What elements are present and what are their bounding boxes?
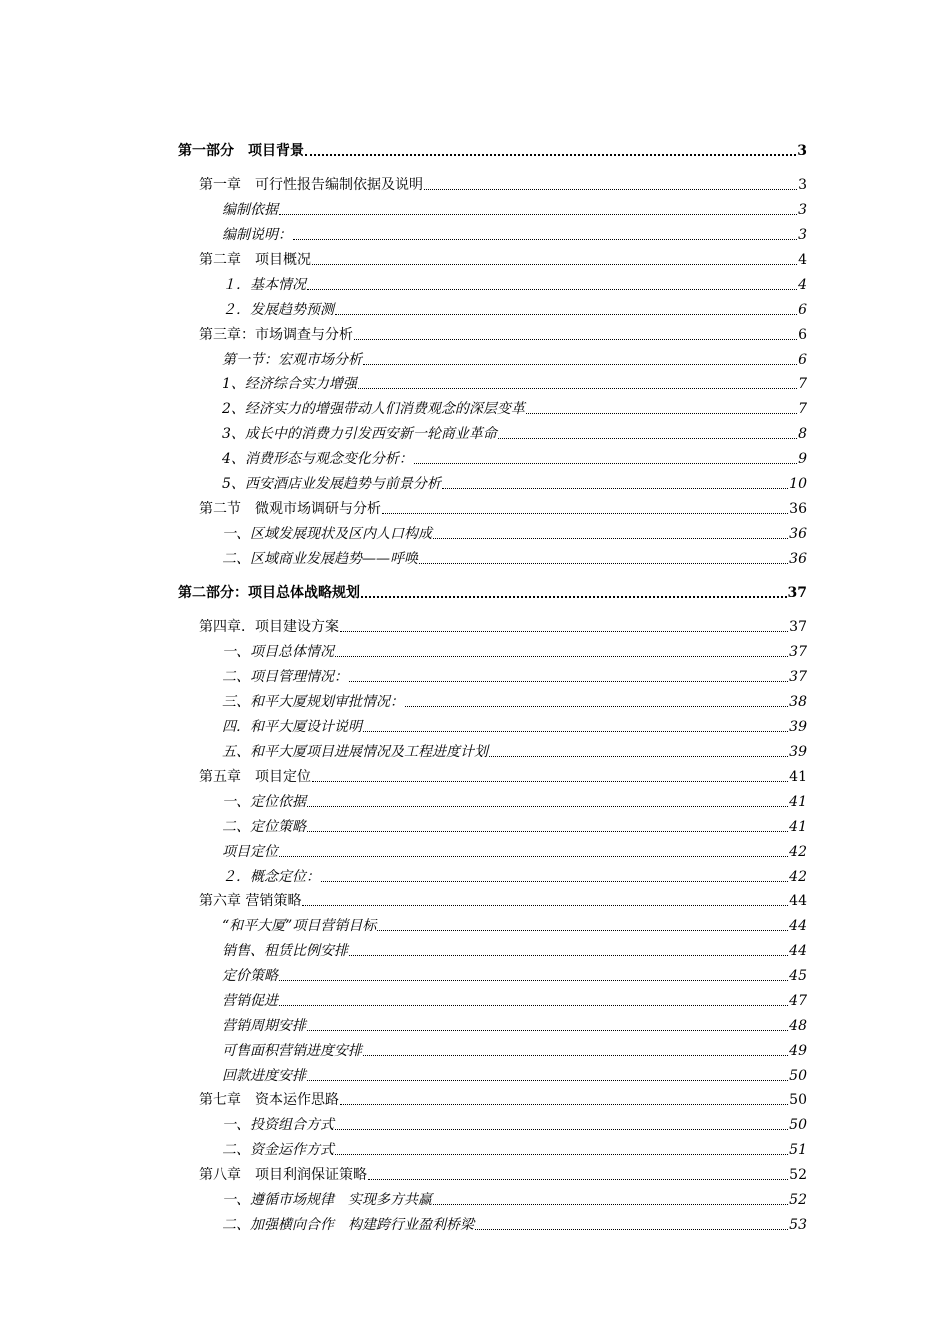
toc-entry[interactable] bbox=[222, 814, 807, 836]
toc-entry[interactable] bbox=[222, 1038, 807, 1060]
toc-entry-page: 49 bbox=[789, 1043, 807, 1059]
toc-entry-title: ２．概念定位： bbox=[222, 869, 320, 885]
toc-entry-page: 42 bbox=[789, 844, 807, 860]
toc-entry[interactable] bbox=[222, 1063, 807, 1085]
toc-entry-page: 36 bbox=[789, 526, 807, 542]
toc-entry-title: 二、资金运作方式 bbox=[222, 1142, 334, 1158]
toc-dot-leader bbox=[335, 1129, 788, 1130]
toc-entry-title: 二、加强横向合作 构建跨行业盈利桥梁 bbox=[222, 1217, 474, 1233]
toc-entry-title: ２．发展趋势预测 bbox=[222, 302, 334, 318]
toc-entry-title: 二、定位策略 bbox=[222, 819, 306, 835]
toc-entry-page: 44 bbox=[789, 893, 807, 909]
toc-entry[interactable] bbox=[222, 546, 807, 568]
toc-entry[interactable] bbox=[222, 471, 807, 493]
toc-entry-title: 五、和平大厦项目进展情况及工程进度计划 bbox=[222, 744, 488, 760]
toc-dot-leader bbox=[419, 563, 788, 564]
toc-entry-page: 37 bbox=[789, 669, 807, 685]
toc-entry-page: 41 bbox=[789, 794, 807, 810]
toc-entry[interactable] bbox=[222, 664, 807, 686]
toc-entry-page: 7 bbox=[798, 376, 807, 392]
toc-entry-page: 7 bbox=[798, 401, 807, 417]
toc-entry-page: 4 bbox=[798, 252, 807, 268]
toc-entry-page: 42 bbox=[789, 869, 807, 885]
toc-entry[interactable] bbox=[178, 580, 807, 602]
toc-entry-title: 可售面积营销进度安排 bbox=[222, 1043, 362, 1059]
toc-entry-page: 37 bbox=[789, 644, 807, 660]
toc-entry-title: “和平大厦”项目营销目标 bbox=[222, 918, 377, 934]
toc-entry-page: 52 bbox=[789, 1192, 807, 1208]
toc-dot-leader bbox=[321, 881, 788, 882]
toc-entry[interactable] bbox=[222, 347, 807, 369]
toc-entry-title: 编制依据 bbox=[222, 202, 278, 218]
toc-dot-leader bbox=[335, 1154, 788, 1155]
toc-entry-page: 53 bbox=[789, 1217, 807, 1233]
toc-dot-leader bbox=[335, 656, 788, 657]
toc-dot-leader bbox=[424, 189, 797, 190]
toc-dot-leader bbox=[363, 364, 797, 365]
toc-entry-title: 第一部分 项目背景 bbox=[178, 143, 304, 159]
toc-dot-leader bbox=[498, 438, 797, 439]
toc-entry[interactable] bbox=[222, 521, 807, 543]
toc-entry-title: 第五章 项目定位 bbox=[199, 769, 311, 785]
toc-entry[interactable] bbox=[222, 396, 807, 418]
toc-entry-page: 38 bbox=[789, 694, 807, 710]
toc-dot-leader bbox=[279, 980, 788, 981]
toc-entry[interactable] bbox=[199, 496, 807, 518]
toc-entry[interactable] bbox=[222, 1013, 807, 1035]
toc-entry[interactable] bbox=[222, 739, 807, 761]
toc-entry[interactable] bbox=[222, 222, 807, 244]
toc-dot-leader bbox=[475, 1229, 788, 1230]
toc-dot-leader bbox=[340, 631, 788, 632]
toc-entry[interactable] bbox=[199, 1162, 807, 1184]
toc-dot-leader bbox=[307, 1080, 788, 1081]
toc-entry-title: 销售、租赁比例安排 bbox=[222, 943, 348, 959]
toc-entry-title: 第一章 可行性报告编制依据及说明 bbox=[199, 177, 423, 193]
toc-entry-title: 第七章 资本运作思路 bbox=[199, 1092, 339, 1108]
toc-entry[interactable] bbox=[222, 938, 807, 960]
toc-dot-leader bbox=[405, 706, 788, 707]
toc-entry-title: 营销促进 bbox=[222, 993, 278, 1009]
toc-entry-title: 一、项目总体情况 bbox=[222, 644, 334, 660]
toc-dot-leader bbox=[307, 289, 797, 290]
toc-dot-leader bbox=[433, 1204, 788, 1205]
toc-entry[interactable] bbox=[222, 1212, 807, 1234]
toc-dot-leader bbox=[302, 905, 788, 906]
toc-entry-page: 37 bbox=[789, 619, 807, 635]
toc-entry[interactable] bbox=[199, 888, 807, 910]
toc-entry-title: 一、遵循市场规律 实现多方共赢 bbox=[222, 1192, 432, 1208]
toc-entry[interactable] bbox=[199, 322, 807, 344]
toc-entry-page: 44 bbox=[789, 943, 807, 959]
toc-entry[interactable] bbox=[222, 446, 807, 468]
toc-entry-page: 48 bbox=[789, 1018, 807, 1034]
toc-entry[interactable] bbox=[199, 764, 807, 786]
toc-entry-title: 四．和平大厦设计说明 bbox=[222, 719, 362, 735]
toc-dot-leader bbox=[307, 806, 788, 807]
toc-dot-leader bbox=[340, 1104, 788, 1105]
toc-entry-page: 36 bbox=[789, 501, 807, 517]
toc-dot-leader bbox=[307, 831, 788, 832]
toc-entry-title: 2、经济实力的增强带动人们消费观念的深层变革 bbox=[222, 401, 525, 417]
toc-entry[interactable] bbox=[222, 297, 807, 319]
toc-entry-title: 一、定位依据 bbox=[222, 794, 306, 810]
toc-entry-title: 营销周期安排 bbox=[222, 1018, 306, 1034]
toc-entry-page: 39 bbox=[789, 744, 807, 760]
toc-entry-page: 41 bbox=[789, 819, 807, 835]
toc-entry-title: １．基本情况 bbox=[222, 277, 306, 293]
toc-entry-page: 3 bbox=[798, 227, 807, 243]
toc-dot-leader bbox=[363, 731, 788, 732]
toc-entry-title: 定价策略 bbox=[222, 968, 278, 984]
toc-entry-page: 44 bbox=[789, 918, 807, 934]
toc-entry-page: 3 bbox=[797, 143, 807, 159]
toc-entry-title: 1、经济综合实力增强 bbox=[222, 376, 357, 392]
toc-entry[interactable] bbox=[222, 864, 807, 886]
toc-dot-leader bbox=[335, 314, 797, 315]
toc-dot-leader bbox=[305, 154, 796, 156]
toc-entry[interactable] bbox=[222, 1137, 807, 1159]
toc-dot-leader bbox=[433, 538, 788, 539]
toc-entry[interactable] bbox=[222, 272, 807, 294]
toc-entry-page: 10 bbox=[789, 476, 807, 492]
toc-entry-title: 5、西安酒店业发展趋势与前景分析 bbox=[222, 476, 441, 492]
toc-entry-page: 37 bbox=[787, 585, 807, 601]
toc-entry-page: 4 bbox=[798, 277, 807, 293]
toc-entry-page: 8 bbox=[798, 426, 807, 442]
toc-entry-page: 41 bbox=[789, 769, 807, 785]
toc-dot-leader bbox=[526, 413, 797, 414]
toc-entry-page: 3 bbox=[798, 177, 807, 193]
toc-entry[interactable] bbox=[222, 421, 807, 443]
toc-entry[interactable] bbox=[222, 371, 807, 393]
toc-dot-leader bbox=[307, 1030, 788, 1031]
toc-entry[interactable] bbox=[222, 639, 807, 661]
toc-entry[interactable] bbox=[222, 714, 807, 736]
toc-entry-page: 50 bbox=[789, 1068, 807, 1084]
toc-entry-page: 51 bbox=[789, 1142, 807, 1158]
toc-entry-title: 第四章．项目建设方案 bbox=[199, 619, 339, 635]
toc-entry-page: 6 bbox=[798, 302, 807, 318]
toc-dot-leader bbox=[279, 1005, 788, 1006]
toc-entry-page: 50 bbox=[789, 1117, 807, 1133]
toc-entry-title: 编制说明： bbox=[222, 227, 292, 243]
toc-dot-leader bbox=[312, 781, 788, 782]
toc-dot-leader bbox=[349, 955, 788, 956]
toc-entry[interactable] bbox=[222, 988, 807, 1010]
toc-dot-leader bbox=[279, 214, 797, 215]
toc-entry-title: 三、和平大厦规划审批情况： bbox=[222, 694, 404, 710]
toc-entry[interactable] bbox=[199, 247, 807, 269]
toc-entry-title: 二、区域商业发展趋势——呼唤 bbox=[222, 551, 418, 567]
toc-dot-leader bbox=[354, 339, 797, 340]
toc-entry-title: 第一节：宏观市场分析 bbox=[222, 352, 362, 368]
toc-dot-leader bbox=[382, 513, 788, 514]
toc-entry-page: 6 bbox=[798, 352, 807, 368]
toc-entry-page: 9 bbox=[798, 451, 807, 467]
toc-entry-title: 第二章 项目概况 bbox=[199, 252, 311, 268]
toc-entry[interactable] bbox=[199, 614, 807, 636]
toc-entry[interactable] bbox=[178, 138, 807, 160]
toc-entry[interactable] bbox=[222, 1187, 807, 1209]
toc-entry-title: 第三章：市场调查与分析 bbox=[199, 327, 353, 343]
toc-entry[interactable] bbox=[222, 1112, 807, 1134]
toc-entry-title: 项目定位 bbox=[222, 844, 278, 860]
toc-entry[interactable] bbox=[222, 963, 807, 985]
toc-entry-page: 39 bbox=[789, 719, 807, 735]
toc-entry[interactable] bbox=[222, 913, 807, 935]
toc-dot-leader bbox=[414, 463, 797, 464]
toc-entry-page: 6 bbox=[798, 327, 807, 343]
toc-dot-leader bbox=[363, 1055, 788, 1056]
toc-dot-leader bbox=[349, 681, 788, 682]
toc-entry-page: 3 bbox=[798, 202, 807, 218]
toc-entry[interactable] bbox=[199, 172, 807, 194]
toc-entry-page: 52 bbox=[789, 1167, 807, 1183]
toc-dot-leader bbox=[312, 264, 797, 265]
toc-entry-title: 4、消费形态与观念变化分析： bbox=[222, 451, 413, 467]
toc-entry-page: 36 bbox=[789, 551, 807, 567]
toc-dot-leader bbox=[368, 1179, 788, 1180]
toc-entry-title: 一、投资组合方式 bbox=[222, 1117, 334, 1133]
toc-entry[interactable] bbox=[222, 197, 807, 219]
toc-entry-title: 一、区域发展现状及区内人口构成 bbox=[222, 526, 432, 542]
toc-entry-page: 47 bbox=[789, 993, 807, 1009]
toc-entry-title: 二、项目管理情况： bbox=[222, 669, 348, 685]
toc-entry-title: 第八章 项目利润保证策略 bbox=[199, 1167, 367, 1183]
toc-dot-leader bbox=[377, 930, 788, 931]
toc-entry[interactable] bbox=[222, 839, 807, 861]
toc-entry-title: 回款进度安排 bbox=[222, 1068, 306, 1084]
toc-entry-title: 第二节 微观市场调研与分析 bbox=[199, 501, 381, 517]
toc-entry-page: 50 bbox=[789, 1092, 807, 1108]
toc-dot-leader bbox=[279, 856, 788, 857]
toc-entry[interactable] bbox=[199, 1087, 807, 1109]
toc-dot-leader bbox=[293, 239, 797, 240]
toc-entry[interactable] bbox=[222, 689, 807, 711]
toc-dot-leader bbox=[361, 596, 787, 598]
toc-entry-page: 45 bbox=[789, 968, 807, 984]
toc-dot-leader bbox=[442, 488, 788, 489]
toc-entry-title: 第六章 营销策略 bbox=[199, 893, 302, 909]
toc-entry-title: 3、成长中的消费力引发西安新一轮商业革命 bbox=[222, 426, 497, 442]
toc-entry[interactable] bbox=[222, 789, 807, 811]
toc-dot-leader bbox=[489, 756, 788, 757]
toc-entry-title: 第二部分：项目总体战略规划 bbox=[178, 585, 360, 601]
toc-dot-leader bbox=[358, 388, 797, 389]
